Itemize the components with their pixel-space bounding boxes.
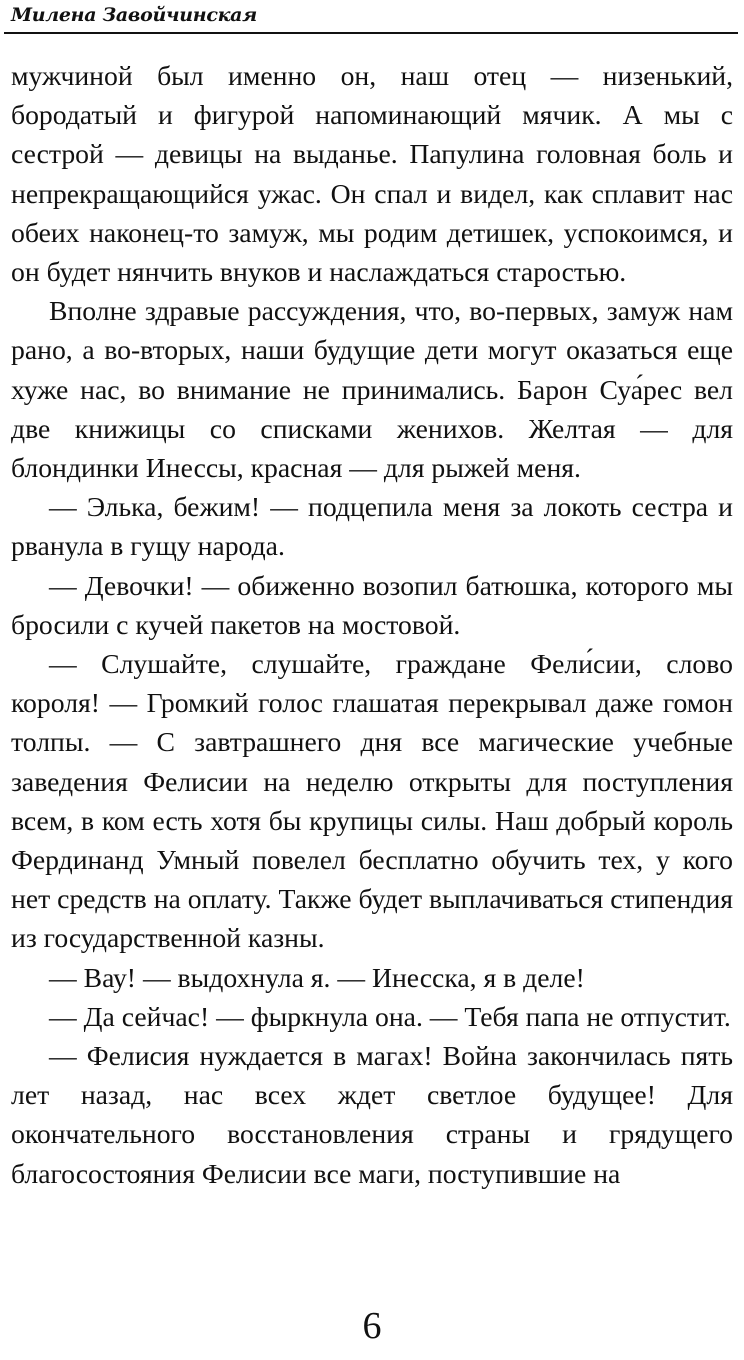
paragraph: — Слушайте, слушайте, граждане Фели́сии, слово короля! — Громкий голос глашатая перекрывал даже гомон толпы. — С завтрашнего дня все магические учебные заведения Фелисии на неделю открыты для поступления всем, в ком есть хотя бы крупицы силы. Наш добрый король Фердинанд Умный повелел бесплатно обучить тех, у кого нет средств на оплату. Также будет выплачиваться стипендия из государственной казны.	[11, 648, 733, 954]
paragraph: — Да сейчас! — фыркнула она. — Тебя папа не отпустит.	[49, 1000, 731, 1032]
paragraph: — Фелисия нуждается в магах! Война закончилась пять лет назад, нас всех ждет светлое будущее! Для окончательного восстановления страны и грядущего благосостояния Фелисии все маги, поступившие на	[11, 1040, 733, 1189]
body-text	[11, 56, 733, 1193]
paragraph: мужчиной был именно он, наш отец — низенький, бородатый и фигурой напоминающий мячик. А мы с сестрой — девицы на выданье. Папулина головная боль и непрекращающийся ужас. Он спал и видел, как сплавит нас обеих наконец-то замуж, мы родим детишек, успокоимся, и он будет нянчить внуков и наслаждаться старостью.	[11, 60, 733, 288]
header-rule	[4, 32, 738, 34]
paragraph: — Элька, бежим! — подцепила меня за локоть сестра и рванула в гущу народа.	[11, 491, 733, 562]
paragraph: — Девочки! — обиженно возопил батюшка, которого мы бросили с кучей пакетов на мостовой.	[11, 569, 733, 640]
paragraph: Вполне здравые рассуждения, что, во-первых, замуж нам рано, а во-вторых, наши будущие дети могут оказаться еще хуже нас, во внимание не принимались. Барон Суа́рес вел две книжицы со списками женихов. Желтая — для блондинки Инессы, красная — для рыжей меня.	[11, 295, 733, 484]
paragraph: — Вау! — выдохнула я. — Инесска, я в деле!	[49, 961, 585, 993]
page-number: 6	[362, 1305, 382, 1347]
running-head-author: Милена Завойчинская	[11, 4, 258, 26]
